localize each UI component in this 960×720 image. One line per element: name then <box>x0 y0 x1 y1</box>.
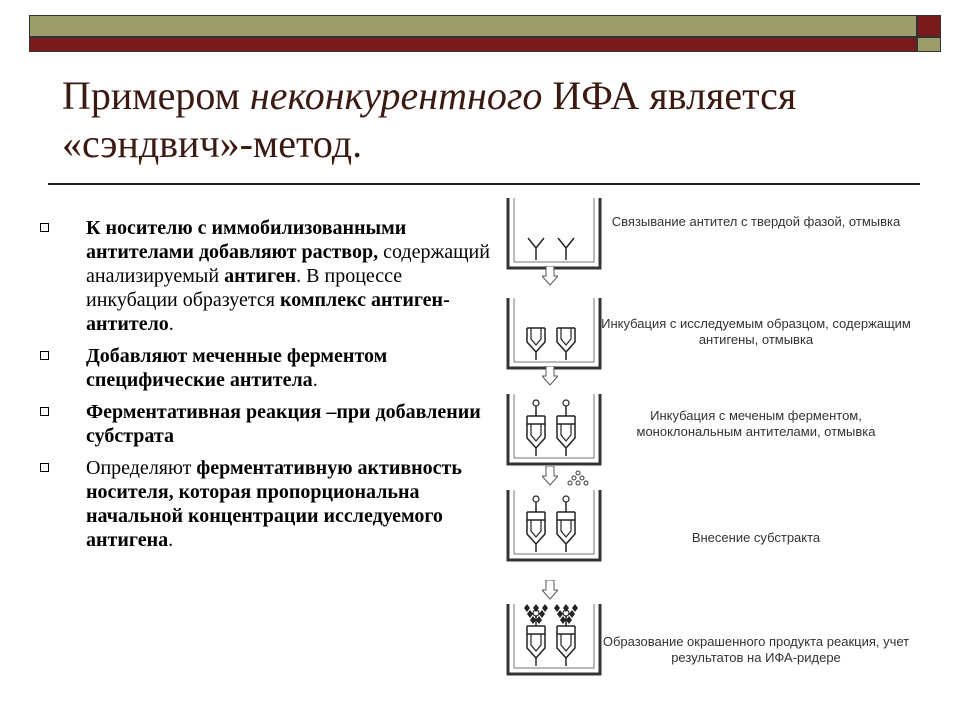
diagram-step <box>496 486 916 576</box>
down-arrow-icon <box>542 466 558 486</box>
diagram-step <box>496 294 916 384</box>
bullet-text: Ферментативная реакция –при добавлении субстрата <box>86 401 481 447</box>
header-bar-olive <box>29 15 917 37</box>
bullet-item <box>36 344 491 392</box>
header-bar-maroon <box>29 37 917 52</box>
diagram-step-label: Образование окрашенного продукта реакция, учет результатов на ИФА-ридере <box>602 634 910 665</box>
bullet-item <box>36 400 491 448</box>
diagram-step <box>496 194 916 284</box>
diagram-step <box>496 390 916 480</box>
bullet-text: К носителю с иммобилизованными антителами добавляют раствор, <box>86 217 407 263</box>
bullet-list <box>36 216 491 560</box>
bullet-text: содержащий анализируемый <box>86 241 490 287</box>
bullet-text: . <box>312 369 318 391</box>
title-part3: ИФА является «сэндвич»-метод. <box>62 73 797 166</box>
bullet-text: комплекс антиген-антитело <box>86 289 450 335</box>
down-arrow-icon <box>542 366 558 386</box>
header-square-olive <box>917 37 941 52</box>
down-arrow-icon <box>542 266 558 286</box>
bullet-item <box>36 216 491 336</box>
bullet-text: . В процессе инкубации образуется <box>86 265 403 311</box>
microplate-well-icon <box>506 486 606 586</box>
diagram-step-label: Внесение субстракта <box>691 530 821 545</box>
bullet-square-icon <box>40 463 49 472</box>
diagram-step <box>496 600 916 690</box>
slide-title <box>62 72 922 168</box>
bullet-square-icon <box>40 351 49 360</box>
microplate-well-icon <box>506 600 606 700</box>
diagram-step-label: Инкубация с меченым ферментом, моноклональным антителами, отмывка <box>636 408 876 439</box>
bullet-item <box>36 456 491 552</box>
bullet-text: . <box>168 529 174 551</box>
title-part1: Примером <box>62 73 250 118</box>
bullet-text: Определяют <box>86 457 197 479</box>
bullet-square-icon <box>40 223 49 232</box>
diagram-step-label: Связывание антител с твердой фазой, отмывка <box>611 214 901 229</box>
bullet-text: антиген <box>224 265 297 287</box>
down-arrow-icon <box>542 580 558 600</box>
substrate-icon <box>566 470 590 490</box>
bullet-text: Добавляют меченные ферментом специфические антитела <box>86 345 388 391</box>
bullet-text: . <box>168 313 174 335</box>
diagram-step-label: Инкубация с исследуемым образцом, содержащим антигены, отмывка <box>601 316 911 347</box>
bullet-text: ферментативную активность носителя, которая пропорциональна начальной концентрации исследуемого антигена <box>86 457 462 551</box>
title-part2-italic: неконкурентного <box>249 73 543 118</box>
title-divider <box>48 183 920 185</box>
bullet-square-icon <box>40 407 49 416</box>
elisa-diagram <box>496 190 916 710</box>
header-square-maroon <box>917 15 941 37</box>
